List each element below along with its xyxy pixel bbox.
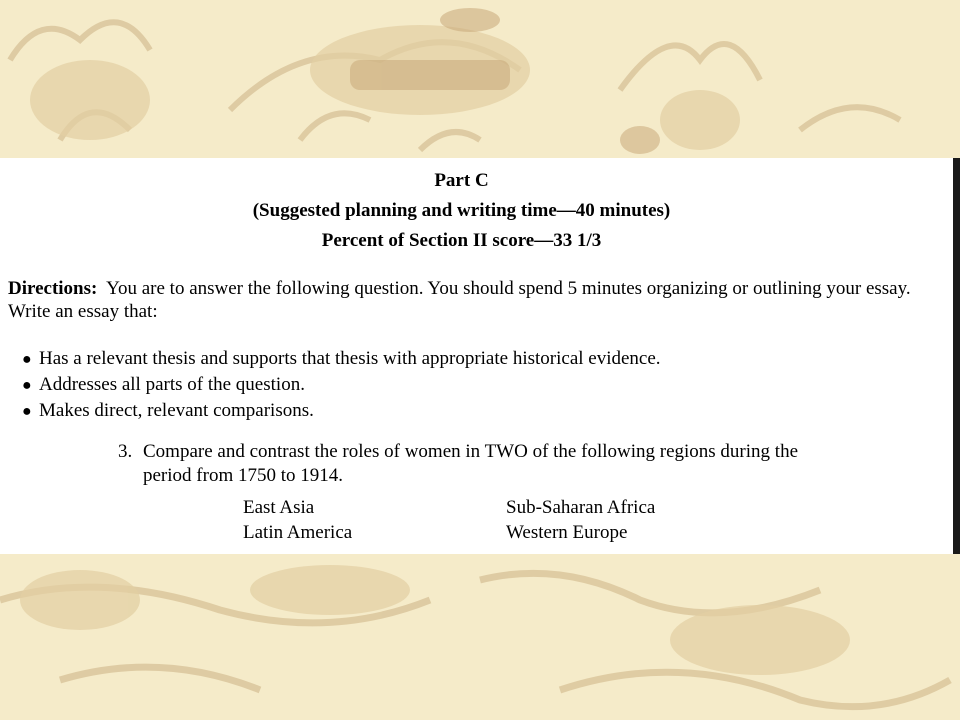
list-item: ● Addresses all parts of the question. <box>22 372 661 398</box>
directions-label: Directions: <box>8 278 98 299</box>
question-number: 3. <box>118 441 133 462</box>
list-item: ● Makes direct, relevant comparisons. <box>22 398 661 424</box>
bullet-icon: ● <box>22 377 32 394</box>
region-latin-america: Latin America <box>243 522 353 543</box>
directions-text: You are to answer the following question. You should spend 5 minutes organizing or outlining your essay. <box>106 278 911 299</box>
bullet-icon: ● <box>22 403 32 420</box>
question-text-2: period from 1750 to 1914. <box>143 465 344 486</box>
document-edge <box>953 158 960 554</box>
region-east-asia: East Asia <box>243 497 315 518</box>
part-title: Part C <box>434 170 489 191</box>
region-sub-saharan-africa: Sub-Saharan Africa <box>506 497 656 518</box>
region-western-europe: Western Europe <box>506 522 628 543</box>
list-item: ● Has a relevant thesis and supports that thesis with appropriate historical evidence. <box>22 346 661 372</box>
bullet-icon: ● <box>22 351 32 368</box>
exam-document <box>0 158 953 554</box>
directions-text-2: Write an essay that: <box>8 301 158 322</box>
directions <box>8 277 948 323</box>
question-text: Compare and contrast the roles of women in TWO of the following regions during the <box>143 441 798 462</box>
suggested-time: (Suggested planning and writing time—40 minutes) <box>252 200 671 221</box>
score-percent: Percent of Section II score—33 1/3 <box>321 230 602 251</box>
requirements-list <box>22 346 661 424</box>
